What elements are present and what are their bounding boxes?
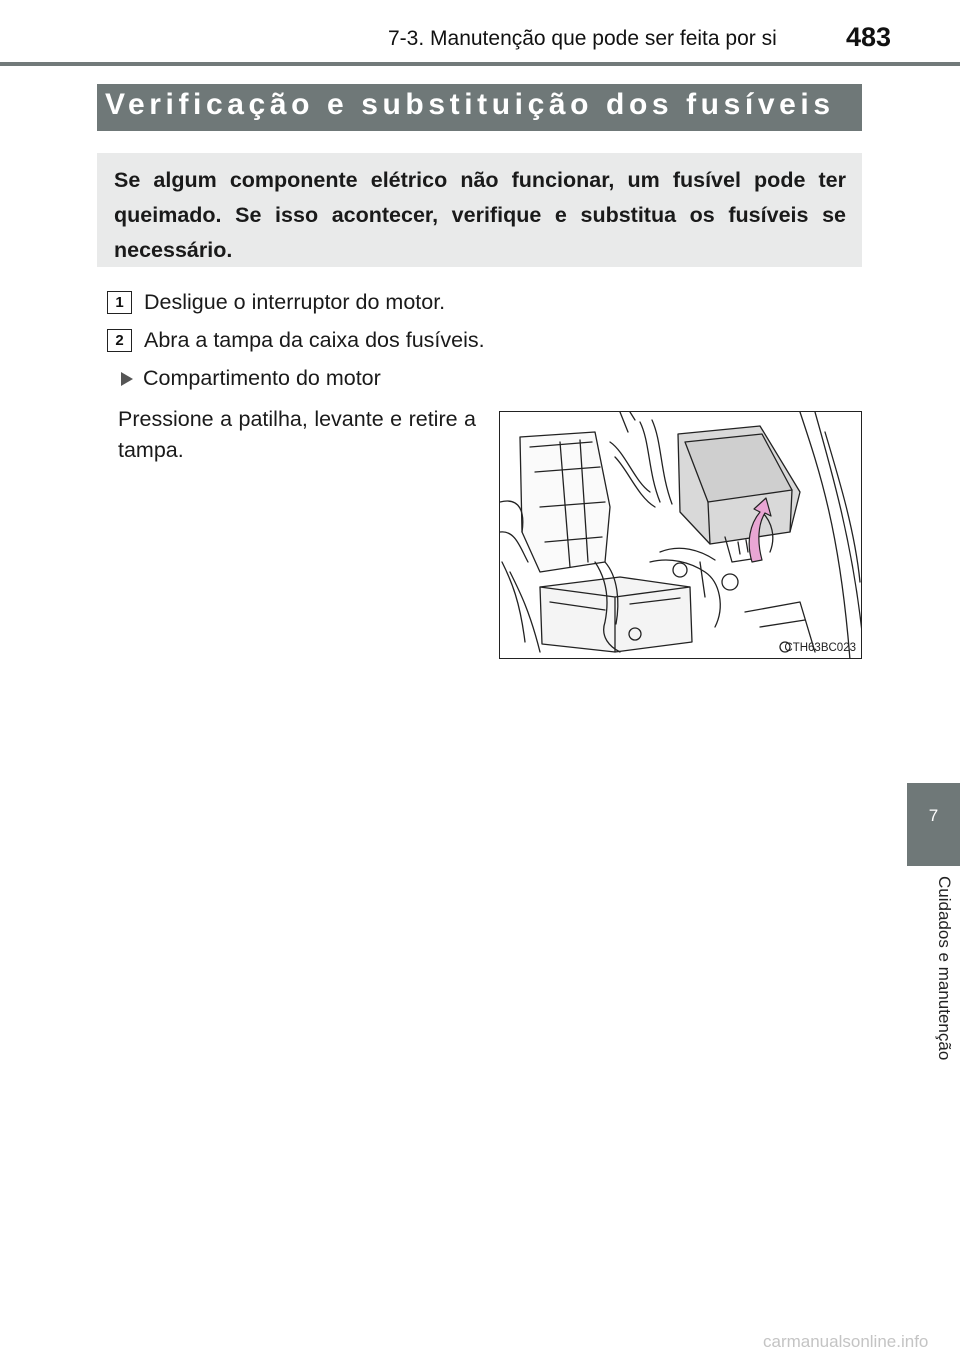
step-number-badge: 2 — [107, 329, 132, 352]
step-text: Abra a tampa da caixa dos fusíveis. — [144, 328, 485, 352]
watermark: carmanualsonline.info — [763, 1332, 929, 1351]
chapter-number: 7 — [928, 806, 939, 825]
bullet-heading: Compartimento do motor — [143, 366, 381, 390]
intro-text: Se algum componente elétrico não funcionar, um fusível pode ter queimado. Se isso acontecer, verifique e substitua os fusíveis se necessário. — [114, 168, 846, 262]
header-divider — [0, 62, 960, 66]
instruction-text: Pressione a patilha, levante e retire a tampa. — [118, 407, 476, 462]
page-number: 483 — [846, 22, 892, 52]
engine-bay-drawing — [500, 412, 862, 659]
figure-code: CTH63BC023 — [784, 642, 856, 654]
triangle-bullet-icon — [120, 371, 134, 387]
step-text: Desligue o interruptor do motor. — [144, 290, 446, 314]
step-number-badge: 1 — [107, 291, 132, 314]
chapter-title: Cuidados e manutenção — [935, 876, 954, 1061]
running-header: 7-3. Manutenção que pode ser feita por si — [388, 27, 777, 50]
engine-compartment-illustration — [499, 411, 862, 659]
section-title: Verificação e substituição dos fusíveis — [105, 88, 835, 121]
